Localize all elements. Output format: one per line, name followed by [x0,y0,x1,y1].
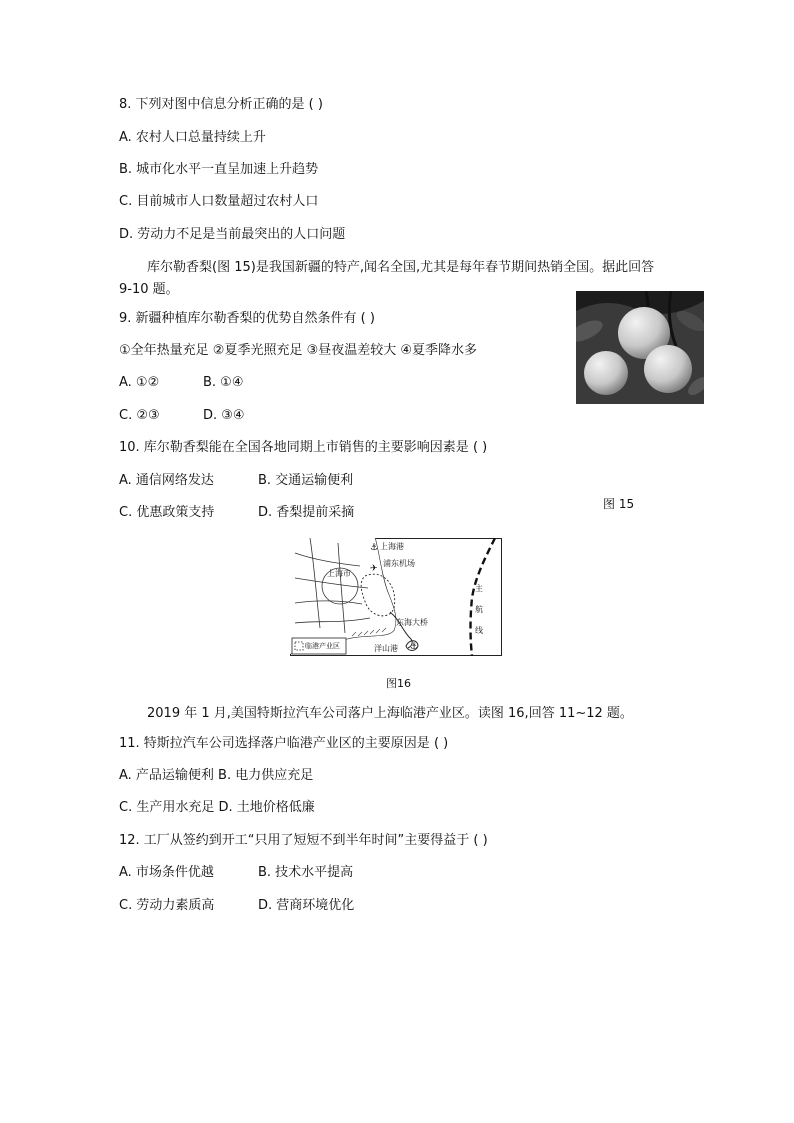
lingang-map [290,538,502,656]
question-8-option-b: B. 城市化水平一直呈加速上升趋势 [119,162,319,177]
map-legend-label: 临港产业区 [305,642,340,650]
intro-9-10: 库尔勒香梨(图 15)是我国新疆的特产,闻名全国,尤其是每年春节期间热销全国。据此回答 9-10 题。 [119,260,655,297]
figure-15-pear-photo [576,291,704,404]
map-label-main-route-2: 航 [475,605,483,614]
svg-text:✈: ✈ [370,564,378,574]
question-10-option-b: B. 交通运输便利 [258,473,354,488]
svg-text:⚓: ⚓ [410,642,419,652]
question-12-option-d: D. 营商环境优化 [258,898,355,913]
question-9-option-c: C. ②③ [119,408,160,423]
figure-16-caption: 图16 [386,677,411,690]
figure-15-caption: 图 15 [603,497,635,511]
question-11-stem: 11. 特斯拉汽车公司选择落户临港产业区的主要原因是 ( ) [119,736,449,751]
question-12-stem: 12. 工厂从签约到开工“只用了短短不到半年时间”主要得益于 ( ) [119,833,488,848]
question-11-options-cd: C. 生产用水充足 D. 土地价格低廉 [119,800,315,815]
question-8-option-a: A. 农村人口总量持续上升 [119,130,266,145]
question-9-option-d: D. ③④ [203,408,245,423]
question-9-option-b: B. ①④ [203,375,244,390]
map-label-donghai-bridge: 东海大桥 [396,618,428,627]
question-12-option-c: C. 劳动力素质高 [119,898,215,913]
question-8-stem: 8. 下列对图中信息分析正确的是 ( ) [119,97,323,112]
question-10-stem: 10. 库尔勒香梨能在全国各地同期上市销售的主要影响因素是 ( ) [119,440,488,455]
question-10-option-a: A. 通信网络发达 [119,473,214,488]
question-11-options-ab: A. 产品运输便利 B. 电力供应充足 [119,768,314,783]
intro-11-12: 2019 年 1 月,美国特斯拉汽车公司落户上海临港产业区。读图 16,回答 11~12 题。 [147,706,633,721]
question-9-stem: 9. 新疆种植库尔勒香梨的优势自然条件有 ( ) [119,311,375,326]
map-label-main-route-1: 主 [475,584,483,593]
question-8-option-d: D. 劳动力不足是当前最突出的人口问题 [119,227,346,242]
svg-text:⚓: ⚓ [370,543,379,553]
map-label-pudong-airport: 浦东机场 [383,559,415,568]
question-9-conditions: ①全年热量充足 ②夏季光照充足 ③昼夜温差较大 ④夏季降水多 [119,343,478,358]
map-label-shanghai-port: 上海港 [380,542,404,551]
pear-illustration [576,291,704,404]
question-10-option-d: D. 香梨提前采摘 [258,505,355,520]
question-12-option-b: B. 技术水平提高 [258,865,354,880]
map-label-shanghai-city: 上海市 [327,569,351,578]
map-label-yangshan-port: 洋山港 [374,644,398,653]
question-8-option-c: C. 目前城市人口数量超过农村人口 [119,194,319,209]
figure-16-map [290,538,502,656]
map-label-main-route-3: 线 [475,626,483,635]
question-10-option-c: C. 优惠政策支持 [119,505,215,520]
question-9-option-a: A. ①② [119,375,160,390]
question-12-option-a: A. 市场条件优越 [119,865,214,880]
